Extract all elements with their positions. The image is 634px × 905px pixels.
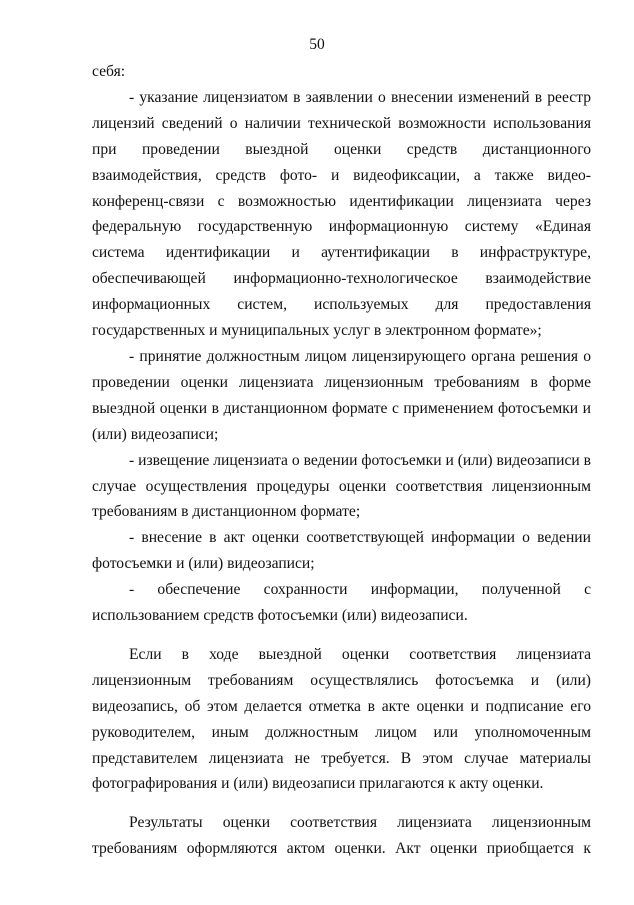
paragraph: - извещение лицензиата о ведении фотосъемки и (или) видеозаписи в случае осуществления процедуры оценки соответствия лицензионным требованиям в дистанционном формате; xyxy=(92,451,591,521)
paragraph: Если в ходе выездной оценки соответствия лицензиата лицензионным требованиям осуществлялись фотосъемка и (или) видеозапись, об этом делается отметка в акте оценки и подписание его руководителем, иным должностным лицом или уполномоченным представителем лицензиата не требуется. В этом случае материалы фотографирования и (или) видеозаписи прилагаются к акту оценки. xyxy=(92,645,591,793)
paragraph: - внесение в акт оценки соответствующей информации о ведении фотосъемки и (или) видеозаписи; xyxy=(92,529,591,573)
page-number: 50 xyxy=(309,36,325,53)
paragraph: себя: xyxy=(92,63,126,80)
document-body xyxy=(92,59,591,862)
paragraph: Результаты оценки соответствия лицензиата лицензионным требованиям оформляются актом оценки. Акт оценки приобщается к xyxy=(92,814,591,858)
paragraph: - обеспечение сохранности информации, полученной с использованием средств фотосъемки (или) видеозаписи. xyxy=(92,581,591,625)
paragraph: - принятие должностным лицом лицензирующего органа решения о проведении оценки лицензиата лицензионным требованиям в форме выездной оценки в дистанционном формате с применением фотосъемки и (или) видеозаписи; xyxy=(92,347,591,443)
paragraph: - указание лицензиатом в заявлении о внесении изменений в реестр лицензий сведений о наличии технической возможности использования при проведении выездной оценки средств дистанционного взаимодействия, средств фото- и видеофиксации, а также видео-конференц-связи с возможностью идентификации лицензиата через федеральную государственную информационную систему «Единая система идентификации и аутентификации в инфраструктуре, обеспечивающей информационно-технологическое взаимодействие информационных систем, используемых для предоставления государственных и муниципальных услуг в электронном формате»; xyxy=(92,88,591,340)
